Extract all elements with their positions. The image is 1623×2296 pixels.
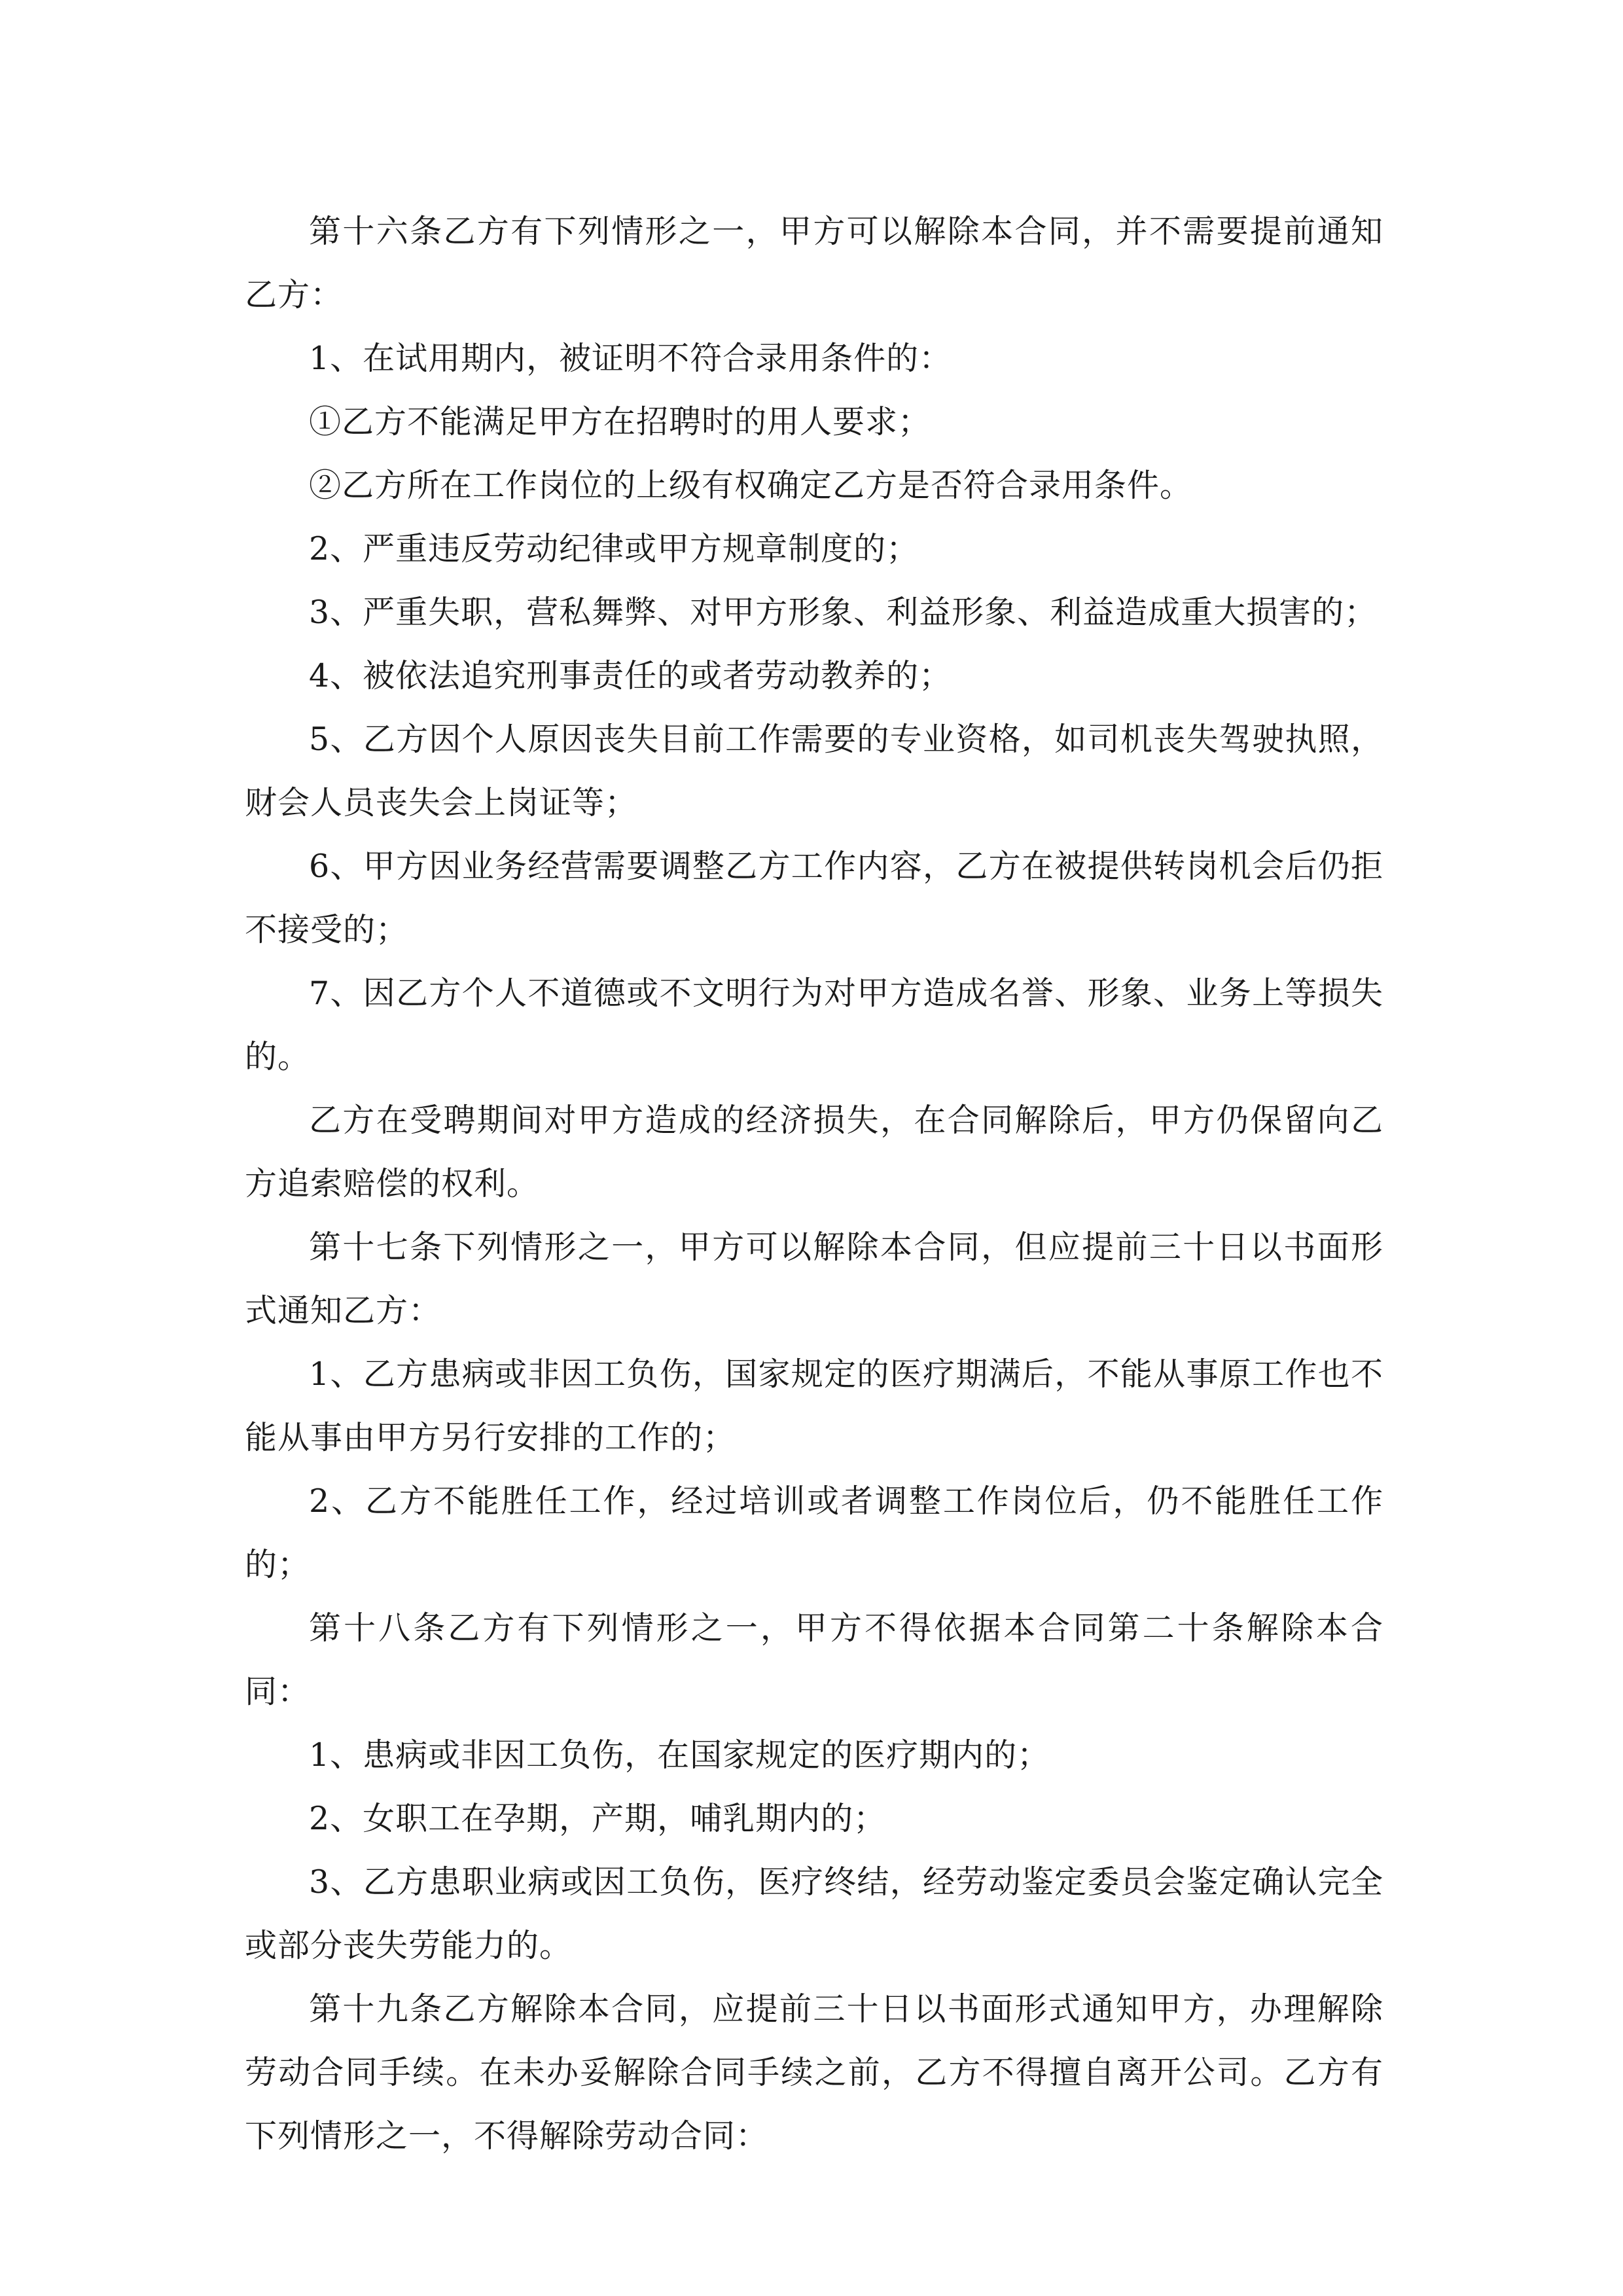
paragraph-item-6: 6、甲方因业务经营需要调整乙方工作内容，乙方在被提供转岗机会后仍拒不接受的；	[245, 848, 1383, 948]
paragraph-item-5: 5、乙方因个人原因丧失目前工作需要的专业资格，如司机丧失驾驶执照，财会人员丧失会上岗证等；	[245, 721, 1383, 821]
paragraph-article-19: 第十九条乙方解除本合同，应提前三十日以书面形式通知甲方，办理解除劳动合同手续。在未办妥解除合同手续之前，乙方不得擅自离开公司。乙方有下列情形之一，不得解除劳动合同：	[245, 1990, 1383, 2155]
paragraph-article-18: 第十八条乙方有下列情形之一，甲方不得依据本合同第二十条解除本合同：	[245, 1609, 1383, 1710]
document-body	[245, 200, 1383, 2168]
paragraph-article-18-item-3: 3、乙方患职业病或因工负伤，医疗终结，经劳动鉴定委员会鉴定确认完全或部分丧失劳能力的。	[245, 1863, 1383, 1964]
paragraph-compensation: 乙方在受聘期间对甲方造成的经济损失，在合同解除后，甲方仍保留向乙方追索赔偿的权利。	[245, 1102, 1383, 1202]
paragraph-article-17-item-2: 2、乙方不能胜任工作，经过培训或者调整工作岗位后，仍不能胜任工作的；	[245, 1482, 1383, 1583]
paragraph-article-17: 第十七条下列情形之一，甲方可以解除本合同，但应提前三十日以书面形式通知乙方：	[245, 1229, 1383, 1329]
paragraph-article-18-item-1: 1、患病或非因工负伤，在国家规定的医疗期内的；	[309, 1736, 1050, 1774]
paragraph-article-17-item-1: 1、乙方患病或非因工负伤，国家规定的医疗期满后，不能从事原工作也不能从事由甲方另行安排的工作的；	[245, 1355, 1383, 1456]
paragraph-article-18-item-2: 2、女职工在孕期，产期，哺乳期内的；	[309, 1800, 887, 1837]
paragraph-item-7: 7、因乙方个人不道德或不文明行为对甲方造成名誉、形象、业务上等损失的。	[245, 975, 1383, 1075]
paragraph-subitem-2: ②乙方所在工作岗位的上级有权确定乙方是否符合录用条件。	[309, 467, 1193, 504]
paragraph-item-1: 1、在试用期内，被证明不符合录用条件的：	[309, 340, 952, 377]
paragraph-item-4: 4、被依法追究刑事责任的或者劳动教养的；	[309, 657, 952, 694]
paragraph-subitem-1: ①乙方不能满足甲方在招聘时的用人要求；	[309, 403, 931, 440]
paragraph-article-16: 第十六条乙方有下列情形之一，甲方可以解除本合同，并不需要提前通知乙方：	[245, 213, 1383, 314]
paragraph-item-2: 2、严重违反劳动纪律或甲方规章制度的；	[309, 530, 919, 567]
paragraph-item-3: 3、严重失职，营私舞弊、对甲方形象、利益形象、利益造成重大损害的；	[309, 594, 1378, 631]
